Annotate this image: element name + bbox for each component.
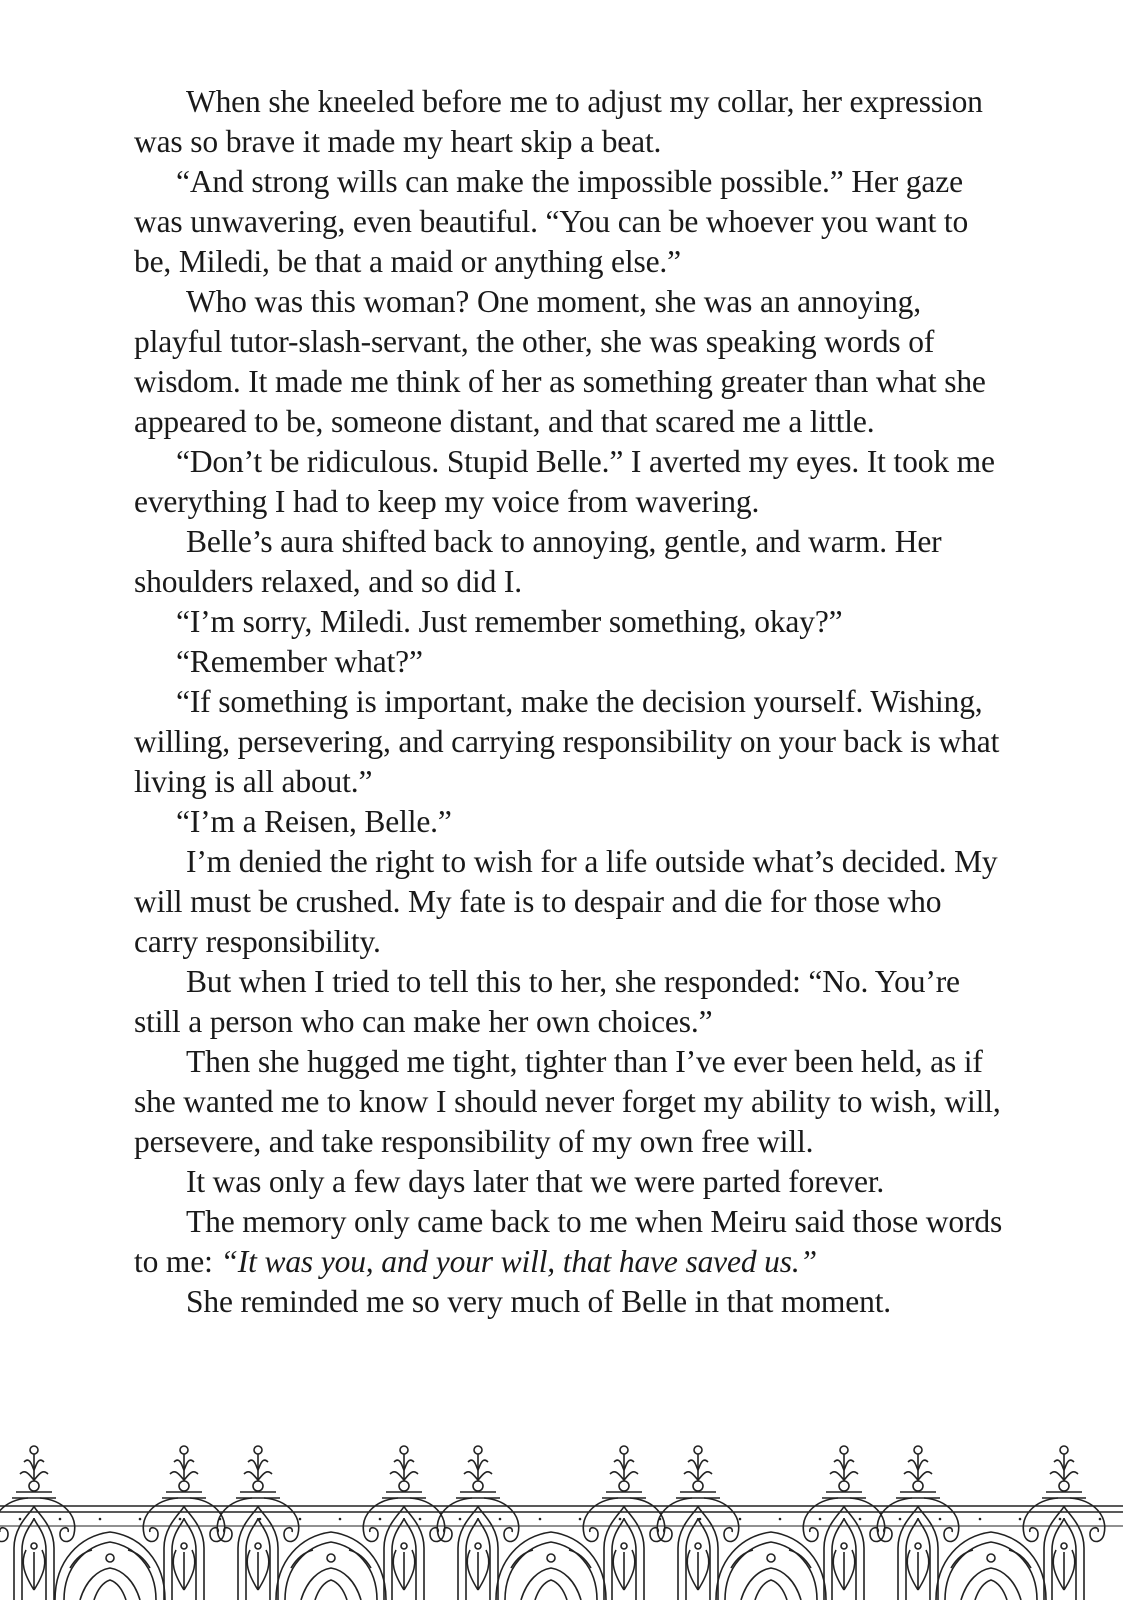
paragraph-15: [134, 1282, 1004, 1322]
paragraph-1-text: When she kneeled before me to adjust my collar, her expression was so brave it made my heart skip a beat.: [134, 84, 983, 159]
paragraph-12: [134, 1042, 1004, 1162]
paragraph-14: [134, 1202, 1004, 1282]
paragraph-14-text: The memory only came back to me when Meiru said those words to me:: [134, 1204, 1003, 1279]
paragraph-3-text: Who was this woman? One moment, she was an annoying, playful tutor-slash-servant, the other, she was speaking words of wisdom. It made me think of her as something greater than what she appeared to be, someone distant, and that scared me a little.: [134, 284, 986, 439]
paragraph-4: [134, 442, 1004, 522]
paragraph-6: [134, 602, 1004, 642]
paragraph-3: [134, 282, 1004, 442]
paragraph-9: [134, 802, 1004, 842]
paragraph-10-text: I’m denied the right to wish for a life outside what’s decided. My will must be crushed. My fate is to despair and die for those who carry responsibility.: [134, 844, 998, 959]
paragraph-7-text: “Remember what?”: [176, 644, 423, 679]
paragraph-12-text: Then she hugged me tight, tighter than I’ve ever been held, as if she wanted me to know I should never forget my ability to wish, will, persevere, and take responsibility of my own free will.: [134, 1044, 1001, 1159]
paragraph-11: [134, 962, 1004, 1042]
paragraph-14-italic-quote: “It was you, and your will, that have saved us.”: [220, 1244, 817, 1279]
paragraph-8: [134, 682, 1004, 802]
paragraph-6-text: “I’m sorry, Miledi. Just remember something, okay?”: [176, 604, 843, 639]
paragraph-8-text: “If something is important, make the decision yourself. Wishing, willing, persevering, and carrying responsibility on your back is what living is all about.”: [134, 684, 1000, 799]
paragraph-5-text: Belle’s aura shifted back to annoying, gentle, and warm. Her shoulders relaxed, and so did I.: [134, 524, 942, 599]
paragraph-15-text: She reminded me so very much of Belle in that moment.: [186, 1284, 892, 1319]
ornamental-border-icon: [0, 1440, 1123, 1600]
page-body: [134, 82, 1004, 1322]
paragraph-2: [134, 162, 1004, 282]
paragraph-4-text: “Don’t be ridiculous. Stupid Belle.” I averted my eyes. It took me everything I had to keep my voice from wavering.: [134, 444, 995, 519]
paragraph-10: [134, 842, 1004, 962]
paragraph-2-text: “And strong wills can make the impossible possible.” Her gaze was unwavering, even beautiful. “You can be whoever you want to be, Miledi, be that a maid or anything else.”: [134, 164, 969, 279]
paragraph-9-text: “I’m a Reisen, Belle.”: [176, 804, 452, 839]
paragraph-5: [134, 522, 1004, 602]
paragraph-1: [134, 82, 1004, 162]
paragraph-13-text: It was only a few days later that we were parted forever.: [186, 1164, 885, 1199]
paragraph-7: [134, 642, 1004, 682]
paragraph-11-text: But when I tried to tell this to her, she responded: “No. You’re still a person who can make her own choices.”: [134, 964, 960, 1039]
paragraph-13: [134, 1162, 1004, 1202]
